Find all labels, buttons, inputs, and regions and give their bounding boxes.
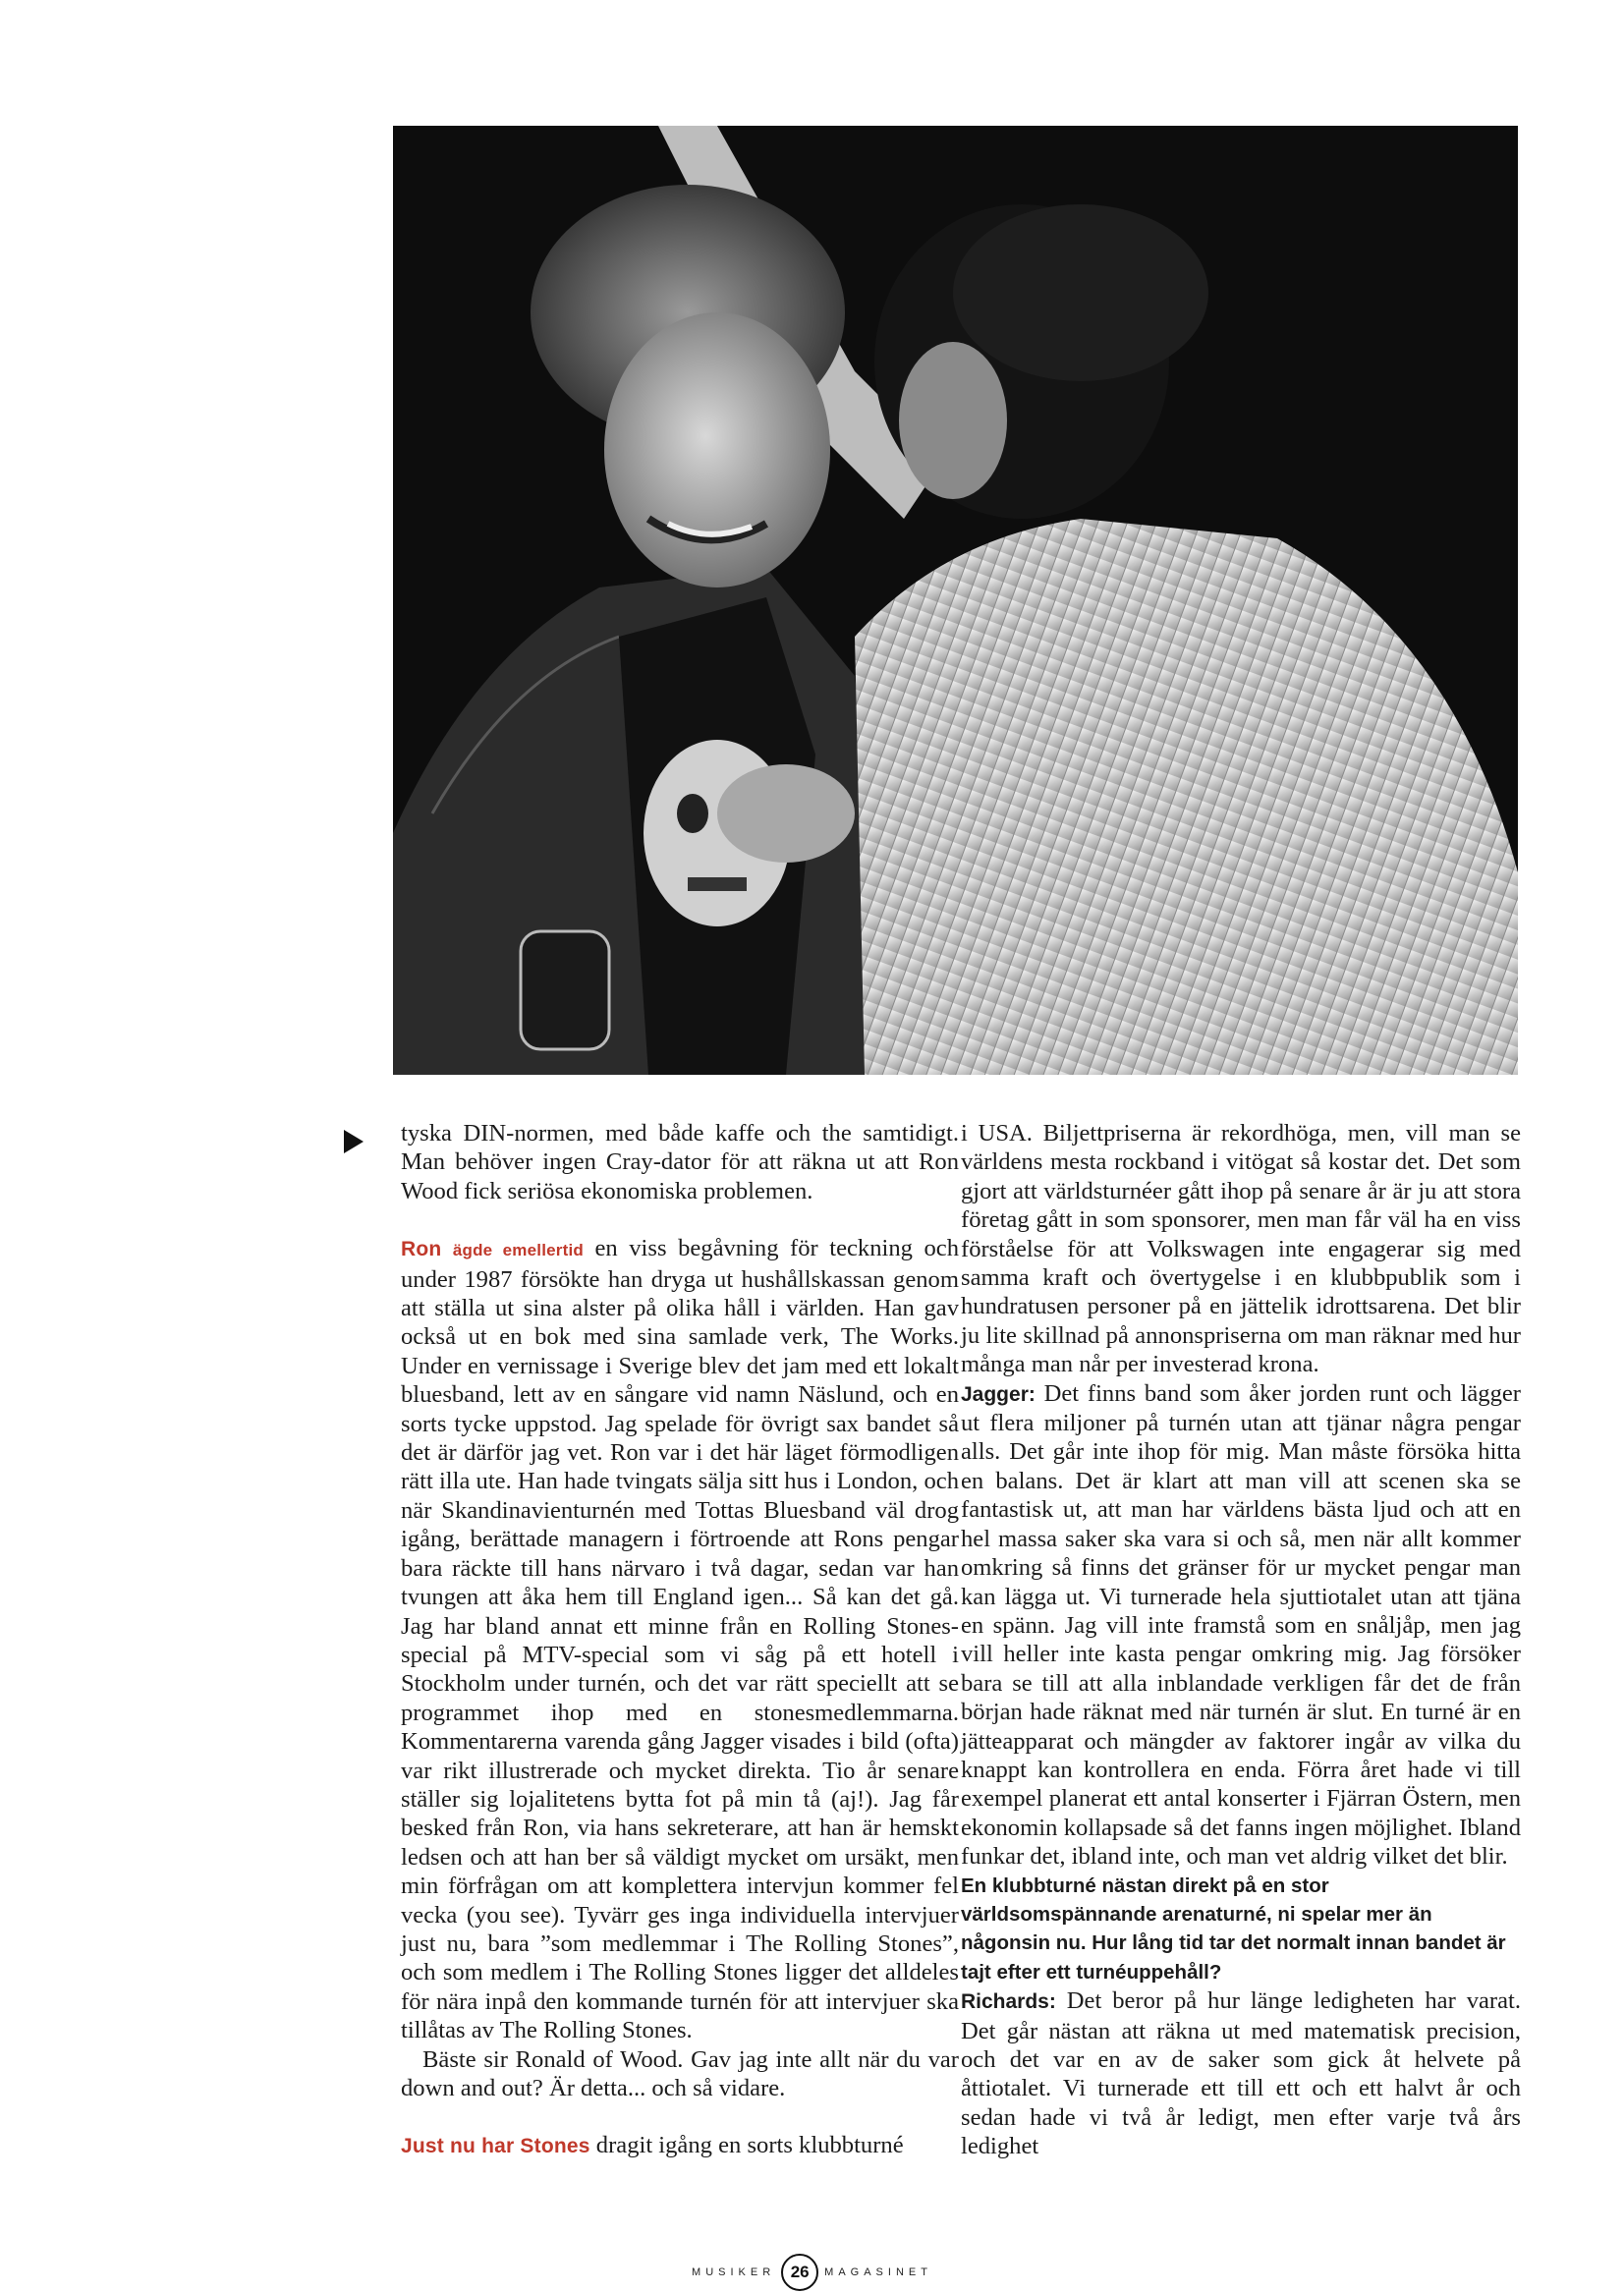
continuation-arrow-icon xyxy=(344,1130,364,1153)
speaker-label: Jagger: xyxy=(961,1382,1036,1406)
interview-question: En klubbturné nästan direkt på en stor världsomspännande arenaturné, ni spelar mer än någonsin nu. Hur lång tid tar det normalt innan bandet är tajt efter ett turnéuppehåll? xyxy=(961,1874,1506,1984)
paragraph: Bäste sir Ronald of Wood. Gav jag inte allt när du var down and out? Är detta... och så vidare. xyxy=(401,2045,959,2101)
lead-in: Just nu har Stones xyxy=(401,2135,590,2158)
photo-illustration xyxy=(393,126,1518,1075)
speaker-label: Richards: xyxy=(961,1990,1056,2014)
page-number: 26 xyxy=(781,2254,818,2291)
paragraph: Just nu har Stones dragit igång en sorts klubbturné xyxy=(401,2132,904,2159)
interview-answer: Jagger: Det finns band som åker jorden runt och lägger ut flera miljoner på turnén utan att tjänar några pengar alls. Det går inte ihop för mig. Man måste försöka hitta en balans. Det är klart att man vill att scenen ska se fantastisk ut, att man har världens bästa ljud och att en hel massa saker ska vara si och så, men när allt kommer omkring så finns det gränser för ur mycket pengar man kan lägga ut. Vi turnerade hela sjuttiotalet utan att tjäna en spänn. Jag vill inte framstå som en snåljåp, men jag vill heller inte kasta pengar omkring mig. Jag försöker bara se till att alla inblandade verkligen får det de från början hade räknat med när turnén är slut. En turné är en jätteapparat och mängder av faktorer ingår av vilka du knappt kan kontrollera en enda. Förra året hade vi till exempel planerat ett antal konserter i Fjärran Östern, men ekonomin kollapsade så det fanns ingen möjlighet. Ibland funkar det, ibland inte, och man vet aldrig vilket det blir. xyxy=(961,1379,1521,1871)
article-column-1 xyxy=(401,1119,959,2161)
magazine-name-right: MAGASINET xyxy=(824,2266,932,2278)
paragraph: i USA. Biljettpriserna är rekordhöga, men, vill man se världens mesta rockband i vitögat så kostar det. Det som gjort att världsturnéer gått ihop på senare år är ju att stora företag gått in som sponsorer, men man får väl ha en viss förståelse för att Volkswagen inte engagerar sig med samma kraft och övertygelse i en klubbpublik som i hundratusen personer på en jättelik idrottsarena. Det blir ju lite skillnad på annonspriserna om man räknar med hur många man når per investerad krona. xyxy=(961,1120,1521,1378)
article-column-2 xyxy=(961,1119,1521,2161)
magazine-name-left: MUSIKER xyxy=(692,2266,776,2278)
photo-two-musicians xyxy=(393,126,1518,1075)
lead-in: Ron ägde emellertid xyxy=(401,1238,584,1261)
page-footer xyxy=(0,2254,1624,2293)
paragraph: Ron ägde emellertid en viss begåvning för teckning och under 1987 försökte han dryga ut hushållskassan genom att ställa ut sina alster på olika håll i världen. Han gav också ut en bok med sina samlade verk, The Works. Under en vernissage i Sverige blev det jam med ett lokalt bluesband, lett av en sångare vid namn Näslund, och en sorts tycke uppstod. Jag spelade för övrigt sax bandet så det är därför jag vet. Ron var i det här läget förmodligen rätt illa ute. Han hade tvingats sälja sitt hus i London, och när Skandinavienturnén med Tottas Bluesband väl drog igång, berättade managern i förtroende att Rons pengar bara räckte till hans närvaro i två dagar, sedan var han tvungen att åka hem till England igen... Så kan det gå. Jag har bland annat ett minne från en Rolling Stones-special på MTV-special som vi såg på ett hotell i Stockholm under turnén, och det var rätt speciellt att se programmet ihop med en stonesmedlemmarna. Kommentarerna varenda gång Jagger visades i bild (ofta) var rikt illustrerade och mycket direkta. Tio år senare ställer sig lojalitetens bytta fot på min tå (aj!). Jag får besked från Ron, via hans sekreterare, att han är hemskt ledsen och att han ber så väldigt mycket om ursäkt, men min förfrågan om att komplettera intervjun kommer fel vecka (you see). Tyvärr ges inga individuella intervjuer just nu, bara ”som medlemmar i The Rolling Stones”, och som medlem i The Rolling Stones ligger det alldeles för nära inpå den kommande turnén för att intervjuer ska tillåtas av The Rolling Stones. xyxy=(401,1235,959,2044)
interview-answer: Richards: Det beror på hur länge ledigheten har varat. Det går nästan att räkna ut med matematisk precision, och det var en av de saker som gick åt helvete på åttiotalet. Vi turnerade ett till ett och ett halvt år och sedan hade vi två år ledigt, men efter varje två års ledighet xyxy=(961,1987,1521,2160)
paragraph: tyska DIN-normen, med både kaffe och the samtidigt. Man behöver ingen Cray-dator för att räkna ut att Ron Wood fick seriösa ekonomiska problemen. xyxy=(401,1120,959,1204)
